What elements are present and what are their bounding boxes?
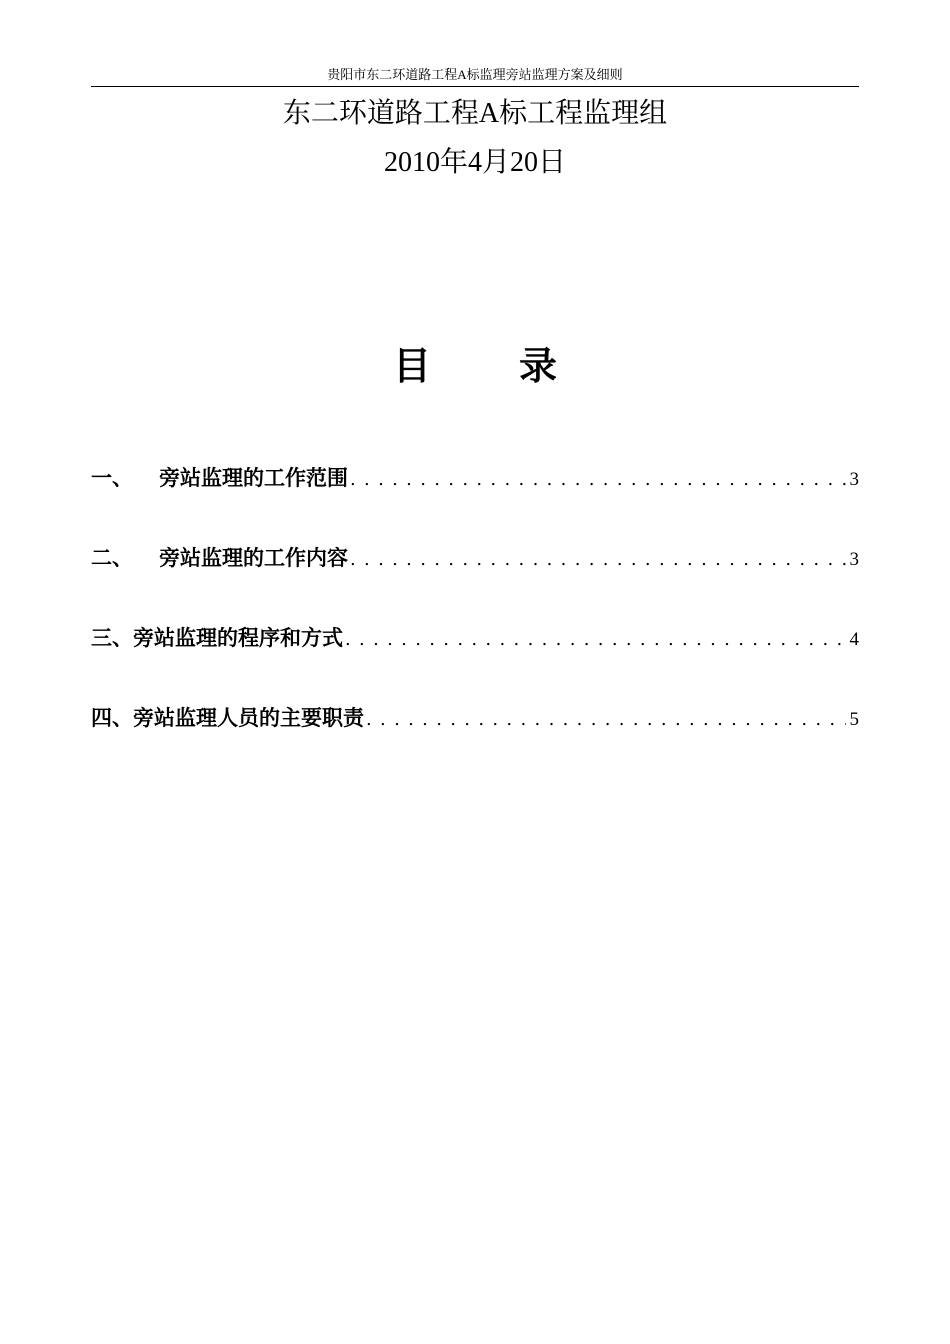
toc-entry[interactable] (91, 542, 859, 622)
toc-entry-page: 3 (849, 549, 859, 570)
toc-title (0, 343, 950, 389)
toc-entry[interactable] (91, 702, 859, 782)
toc-leader-dots (366, 704, 846, 736)
toc-entry-label: 旁站监理的工作范围 (159, 465, 348, 490)
toc-title-char-2: 录 (519, 343, 558, 388)
running-header: 贵阳市东二环道路工程A标监理旁站监理方案及细则 (327, 67, 623, 82)
toc-list (91, 462, 859, 782)
toc-entry-page: 3 (849, 469, 859, 490)
toc-entry-number: 四、 (91, 705, 133, 730)
organization-name: 东二环道路工程A标工程监理组 (282, 98, 668, 129)
header-divider (91, 86, 859, 87)
toc-entry[interactable] (91, 622, 859, 702)
toc-entry[interactable] (91, 462, 859, 542)
toc-entry-label: 旁站监理人员的主要职责 (133, 705, 364, 730)
toc-entry-label: 旁站监理的工作内容 (159, 545, 348, 570)
toc-entry-page: 4 (849, 629, 859, 650)
toc-title-char-1: 目 (392, 343, 431, 388)
toc-leader-dots (350, 464, 846, 496)
toc-entry-page: 5 (849, 709, 859, 730)
toc-entry-number: 一、 (91, 465, 133, 490)
toc-entry-label: 旁站监理的程序和方式 (133, 625, 343, 650)
toc-leader-dots (350, 544, 846, 576)
document-date: 2010年4月20日 (383, 147, 566, 178)
toc-entry-number: 二、 (91, 545, 133, 570)
toc-entry-number: 三、 (91, 625, 133, 650)
toc-leader-dots (345, 624, 846, 656)
